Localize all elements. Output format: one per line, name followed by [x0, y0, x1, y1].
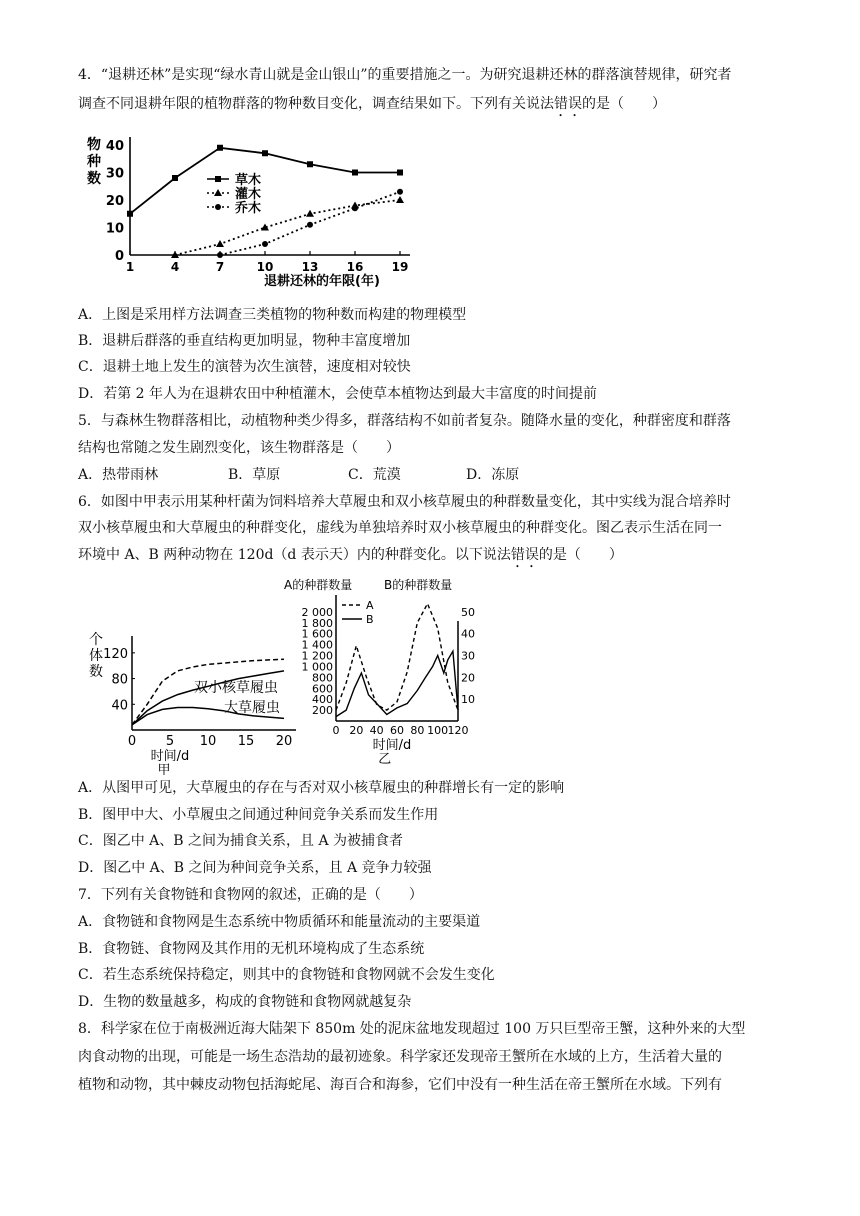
legend-marker [215, 204, 221, 210]
q4-option-a: A．上图是采用样方法调查三类植物的物种数而构建的物理模型 [78, 307, 467, 323]
x-tick-label: 20 [275, 734, 293, 749]
y-axis-label: 数 [87, 171, 101, 187]
chart-caption: 甲 [157, 763, 171, 775]
right-axis-title: B的种群数量 [384, 578, 453, 592]
data-point [397, 170, 403, 176]
q6-stem-line-3 [78, 545, 623, 571]
q5-stem-line-1: 5．与森林生物群落相比，动植物种类少得多，群落结构不如前者复杂。随降水量的变化，种群密度和群落 [78, 413, 731, 429]
data-point [216, 240, 224, 247]
y-axis-label: 物 [87, 137, 101, 153]
legend-label: A [366, 599, 374, 612]
right-tick-label: 40 [461, 627, 475, 641]
q8-line-3: 植物和动物，其中棘皮动物包括海蛇尾、海百合和海参，它们中没有一种生活在帝王蟹所在水域。下列有 [78, 1077, 722, 1093]
legend-label: 灌木 [235, 187, 262, 202]
x-tick-label: 120 [447, 724, 469, 737]
y-tick-label: 80 [111, 672, 128, 688]
x-tick-label: 60 [390, 724, 404, 737]
q6-emphasis: 错误 [510, 547, 539, 563]
q6-stem-end: 的是（ ） [538, 547, 623, 563]
q4-option-b: B．退耕后群落的垂直结构更加明显，物种丰富度增加 [78, 333, 411, 349]
q6-option-c: C．图乙中 A、B 之间为捕食关系，且 A 为被捕食者 [78, 833, 404, 849]
q4-emphasis: 错误 [554, 96, 582, 112]
y-tick-label: 10 [105, 221, 124, 237]
x-axis-label: 退耕还林的年限(年) [264, 274, 380, 289]
q4-stem-end: 的是（ ） [582, 96, 666, 112]
data-point [307, 161, 313, 167]
right-tick-label: 50 [461, 605, 475, 619]
data-point [172, 175, 178, 181]
chart-caption: 乙 [378, 752, 392, 767]
q6-option-d: D．图乙中 A、B 之间为种间竞争关系，且 A 竞争力较强 [78, 860, 432, 876]
q6-stem-line-1: 6．如图中甲表示用某种杆菌为饲料培养大草履虫和双小核草履虫的种群数量变化，其中实线为混合培养时 [78, 494, 731, 510]
left-tick-label: 800 [312, 671, 333, 685]
left-tick-label: 600 [312, 682, 333, 696]
series-line-b [336, 651, 458, 716]
y-tick-label: 30 [105, 166, 124, 182]
data-point [352, 205, 358, 211]
left-tick-label: 1 600 [301, 627, 333, 641]
q5-option-c: C．荒漠 [348, 467, 401, 483]
x-tick-label: 100 [427, 724, 449, 737]
q5-option-b: B．草原 [228, 467, 281, 483]
q4-stem-line-1: 4．“退耕还林”是实现“绿水青山就是金山银山”的重要措施之一。为研究退耕还林的群落演替规律，研究者 [78, 67, 732, 83]
x-tick-label: 10 [199, 734, 217, 749]
legend-marker [215, 176, 221, 182]
legend-marker [214, 189, 222, 196]
chart-q6-yi [280, 575, 490, 775]
left-tick-label: 400 [312, 693, 333, 707]
chart-q4-species-count [82, 125, 422, 295]
x-tick-label: 40 [369, 724, 384, 737]
right-tick-label: 20 [461, 671, 475, 685]
x-tick-label: 16 [346, 260, 364, 274]
y-tick-label: 40 [105, 139, 124, 154]
data-point [307, 222, 313, 228]
chart2-plot [89, 632, 296, 775]
data-point [397, 189, 403, 195]
y-axis-label: 个 [89, 632, 103, 648]
left-tick-label: 1 400 [301, 638, 333, 652]
q6-option-b: B．图甲中大、小草履虫之间通过种间竞争关系而发生作用 [78, 807, 439, 823]
data-point [396, 196, 404, 203]
data-point [352, 170, 358, 176]
data-point [127, 211, 133, 217]
q5-options [78, 465, 519, 485]
q7-option-a: A．食物链和食物网是生态系统中物质循环和能量流动的主要渠道 [78, 914, 481, 930]
left-tick-label: 200 [312, 704, 333, 718]
x-tick-label: 19 [391, 260, 409, 274]
x-tick-label: 20 [349, 724, 364, 737]
chart3-plot [284, 577, 475, 767]
x-tick-label: 5 [165, 734, 175, 749]
data-point [262, 150, 268, 156]
x-tick-label: 15 [237, 734, 255, 749]
q4-stem-text: 调查不同退耕年限的植物群落的物种数目变化，调查结果如下。下列有关说法 [78, 96, 554, 112]
series-line-1 [130, 148, 400, 214]
y-tick-label: 40 [111, 698, 128, 714]
x-tick-label: 0 [332, 724, 340, 737]
x-tick-label: 0 [127, 734, 137, 749]
legend-label: 乔木 [235, 201, 262, 216]
y-axis-label: 数 [89, 664, 103, 680]
y-tick-label: 20 [105, 194, 124, 209]
series-line-2 [175, 200, 400, 255]
q5-option-a: A．热带雨林 [78, 467, 159, 483]
right-tick-label: 30 [461, 649, 475, 663]
left-axis-title: A的种群数量 [284, 578, 353, 592]
left-tick-label: 1 000 [301, 660, 333, 674]
q7-stem: 7．下列有关食物链和食物网的叙述，正确的是（ ） [78, 887, 423, 903]
data-point [262, 241, 268, 247]
q5-option-d: D．冻原 [466, 467, 520, 483]
chart-q6-jia [84, 630, 304, 775]
left-tick-label: 1 800 [301, 616, 333, 630]
legend-label: 草木 [235, 173, 262, 188]
q4-option-c: C．退耕土地上发生的演替为次生演替，速度相对较快 [78, 359, 411, 375]
x-tick-label: 10 [256, 260, 274, 274]
data-point [217, 252, 223, 258]
q5-stem-line-2: 结构也常随之发生剧烈变化，该生物群落是（ ） [78, 440, 400, 456]
data-point [261, 224, 269, 231]
q6-stem-text: 环境中 A、B 两种动物在 120d（d 表示天）内的种群变化。以下说法 [78, 547, 511, 563]
left-tick-label: 1 200 [301, 649, 333, 663]
q4-option-d: D．若第 2 年人为在退耕农田中种植灌木，会使草本植物达到最大丰富度的时间提前 [78, 386, 598, 402]
data-point [306, 210, 314, 217]
x-tick-label: 13 [301, 260, 319, 274]
y-axis-label: 种 [87, 154, 101, 170]
series-label-2: 大草履虫 [224, 700, 280, 716]
x-tick-label: 7 [215, 260, 225, 274]
left-tick-label: 2 000 [301, 605, 333, 619]
q8-line-2: 肉食动物的出现，可能是一场生态浩劫的最初迹象。科学家还发现帝王蟹所在水域的上方，生活着大量的 [78, 1049, 722, 1065]
q7-option-c: C．若生态系统保持稳定，则其中的食物链和食物网就不会发生变化 [78, 967, 495, 983]
y-tick-label: 120 [103, 646, 128, 662]
x-tick-label: 1 [125, 260, 135, 274]
x-axis-label: 时间/d [372, 738, 412, 753]
q8-line-1: 8．科学家在位于南极洲近海大陆架下 850m 处的泥床盆地发现超过 100 万只巨型帝王蟹，这种外来的大型 [78, 1021, 746, 1037]
x-tick-label: 80 [410, 724, 425, 737]
chart1-plot [86, 136, 410, 289]
q6-stem-line-2: 双小核草履虫和大草履虫的种群变化，虚线为单独培养时双小核草履虫的种群变化。图乙表示生活在同一 [78, 520, 722, 536]
q7-option-b: B．食物链、食物网及其作用的无机环境构成了生态系统 [78, 941, 425, 957]
x-tick-label: 4 [170, 260, 180, 274]
q6-option-a: A．从图甲可见，大草履虫的存在与否对双小核草履虫的种群增长有一定的影响 [78, 780, 565, 796]
x-axis-label: 时间/d [150, 749, 190, 764]
right-tick-label: 10 [461, 693, 475, 707]
y-axis-label: 体 [89, 648, 103, 664]
q4-stem-line-2 [78, 94, 666, 120]
y-tick-label: 0 [114, 249, 124, 264]
series-label-1: 双小核草履虫 [194, 680, 278, 696]
legend-label: B [366, 613, 374, 626]
data-point [217, 145, 223, 151]
q7-option-d: D．生物的数量越多，构成的食物链和食物网就越复杂 [78, 994, 412, 1010]
